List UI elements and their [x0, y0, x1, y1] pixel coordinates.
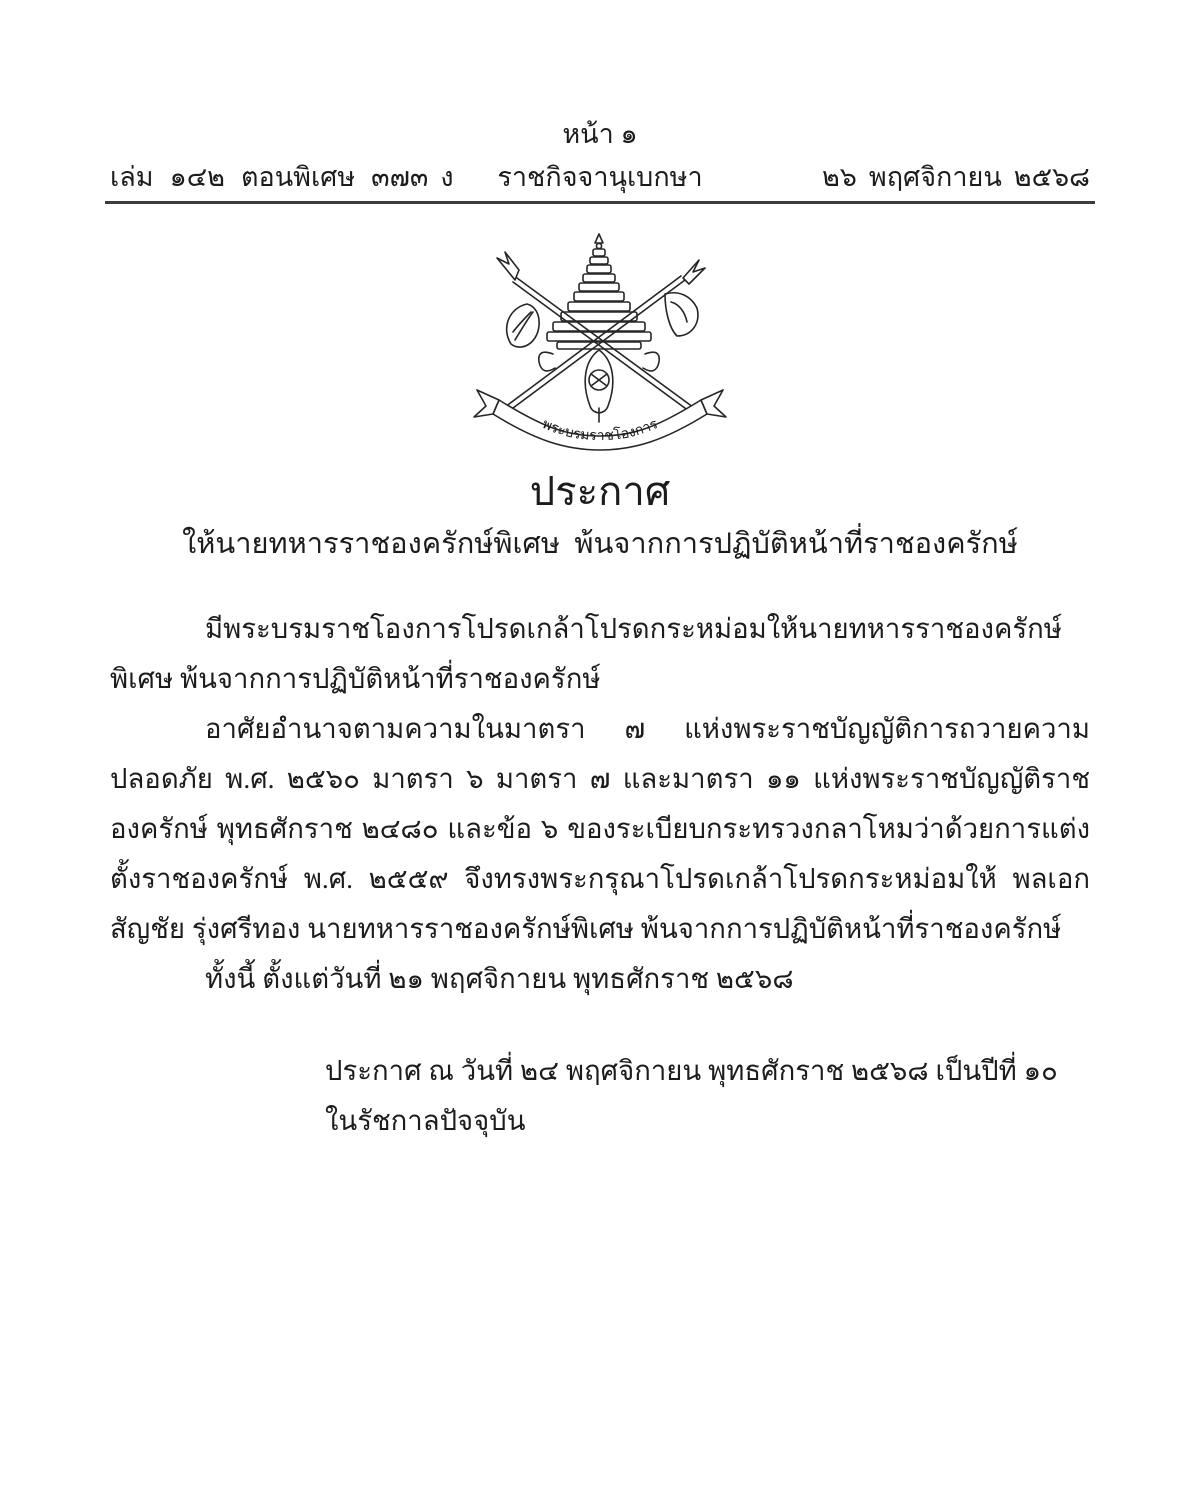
gazette-name: ราชกิจจานุเบกษา: [497, 162, 703, 192]
spear-tip: [497, 252, 519, 280]
volume-label: เล่ม: [110, 162, 154, 192]
banner-text-path: พระบรมราชโองการ: [539, 416, 661, 445]
central-ornament: [585, 350, 613, 422]
royal-command-emblem-svg: [469, 232, 731, 454]
gazette-header: [110, 158, 1090, 196]
document-body: [110, 604, 1090, 1004]
proclamation-date-line: ประกาศ ณ วันที่ ๒๔ พฤศจิกายน พุทธศักราช ๒๕๖๘ เป็นปีที่ ๑๐ ในรัชกาลปัจจุบัน: [325, 1055, 1058, 1136]
date-year: ๒๕๖๘: [1013, 162, 1090, 192]
date-month: พฤศจิกายน: [868, 162, 1002, 192]
royal-command-emblem: [469, 232, 731, 454]
volume-number: ๑๔๒: [169, 162, 225, 192]
pennant: [665, 293, 698, 336]
paragraph-effective-date: ทั้งนี้ ตั้งแต่วันที่ ๒๑ พฤศจิกายน พุทธศักราช ๒๕๖๘: [205, 963, 794, 994]
gazette-date: [822, 158, 1090, 196]
paragraph-legal-basis: อาศัยอำนาจตามความในมาตรา ๗ แห่งพระราชบัญญัติการถวายความปลอดภัย พ.ศ. ๒๕๖๐ มาตรา ๖ มาตรา ๗ และมาตรา ๑๑ แห่งพระราชบัญญัติราชองครักษ์ พุทธศักราช ๒๔๘๐ และข้อ ๖ ของระเบียบกระทรวงกลาโหมว่าด้วยการแต่งตั้งราชองครักษ์ พ.ศ. ๒๕๕๙ จึงทรงพระกรุณาโปรดเกล้าโปรดกระหม่อมให้ พลเอก สัญชัย รุ่งศรีทอง นายทหารราชองครักษ์พิเศษ พ้นจากการปฏิบัติหน้าที่ราชองครักษ์: [110, 713, 1090, 944]
date-day: ๒๖: [821, 162, 857, 192]
document-subtitle: ให้นายทหารราชองครักษ์พิเศษ พ้นจากการปฏิบัติหน้าที่ราชองครักษ์: [182, 528, 1018, 560]
page-number-label: หน้า ๑: [562, 119, 638, 149]
standard-tip: [683, 260, 705, 284]
section-number: ๓๗๓: [371, 162, 429, 192]
bo-leaf: [507, 304, 539, 347]
section-label: ตอนพิเศษ: [240, 162, 356, 192]
right-bow: [643, 352, 659, 371]
section-suffix: ง: [440, 162, 454, 192]
header-rule: [105, 201, 1095, 204]
paragraph-royal-command: มีพระบรมราชโองการโปรดเกล้าโปรดกระหม่อมให้นายทหารราชองครักษ์พิเศษ พ้นจากการปฏิบัติหน้าที่ราชองครักษ์: [110, 613, 1062, 694]
chatra-spire: [547, 234, 651, 349]
left-bow: [539, 352, 555, 371]
document-title: ประกาศ: [529, 469, 671, 514]
volume-and-section: [110, 158, 454, 196]
